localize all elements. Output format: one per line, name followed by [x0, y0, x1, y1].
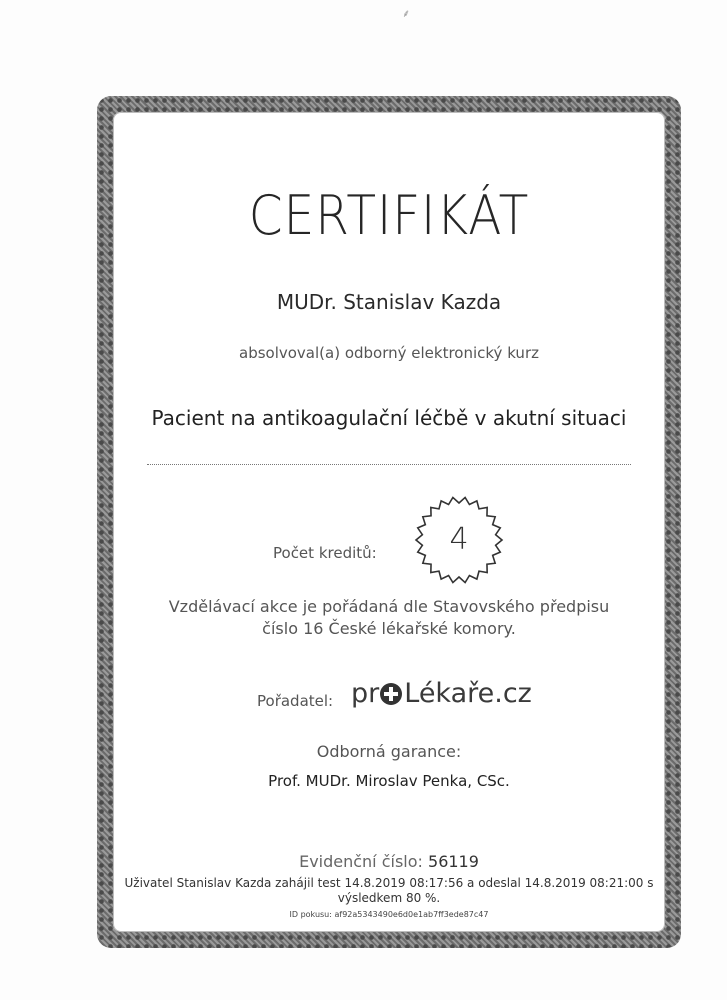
record-number-line — [113, 852, 665, 871]
event-statement-line-1: Vzdělávací akce je pořádaná dle Stavovského předpisu — [168, 597, 610, 616]
guarantor-name: Prof. MUDr. Miroslav Penka, CSc. — [268, 772, 510, 790]
logo-text-right: Lékaře.cz — [404, 678, 532, 709]
dotted-divider — [147, 464, 631, 465]
certificate-title: CERTIFIKÁT — [248, 184, 530, 247]
credits-seal — [413, 494, 505, 586]
credits-value: 4 — [449, 522, 469, 557]
record-label: Evidenční číslo: — [299, 852, 423, 871]
attempt-id: ID pokusu: af92a5343490e6d0e1ab7ff3ede87c47 — [289, 910, 489, 919]
logo-text-left: pr — [351, 678, 380, 709]
credits-label: Počet kreditů: — [273, 544, 377, 562]
certificate-inner-panel — [113, 112, 665, 932]
scan-artifact-mark: ⸙ — [402, 7, 411, 20]
course-title: Pacient na antikoagulační léčbě v akutní situaci — [151, 406, 627, 430]
prolekare-logo — [351, 678, 532, 709]
certificate-border-frame — [97, 96, 681, 948]
event-statement — [133, 596, 645, 640]
record-number: 56119 — [428, 852, 479, 871]
medical-cross-icon — [380, 683, 402, 705]
guarantee-label: Odborná garance: — [316, 742, 462, 761]
test-result-line: Uživatel Stanislav Kazda zahájil test 14.8.2019 08:17:56 a odeslal 14.8.2019 08:21:00 s výsledkem 80 %. — [124, 876, 654, 905]
organizer-label: Pořadatel: — [257, 692, 334, 710]
event-statement-line-2: číslo 16 České lékařské komory. — [262, 619, 516, 638]
completed-course-text: absolvoval(a) odborný elektronický kurz — [239, 344, 539, 362]
recipient-name: MUDr. Stanislav Kazda — [276, 290, 502, 314]
